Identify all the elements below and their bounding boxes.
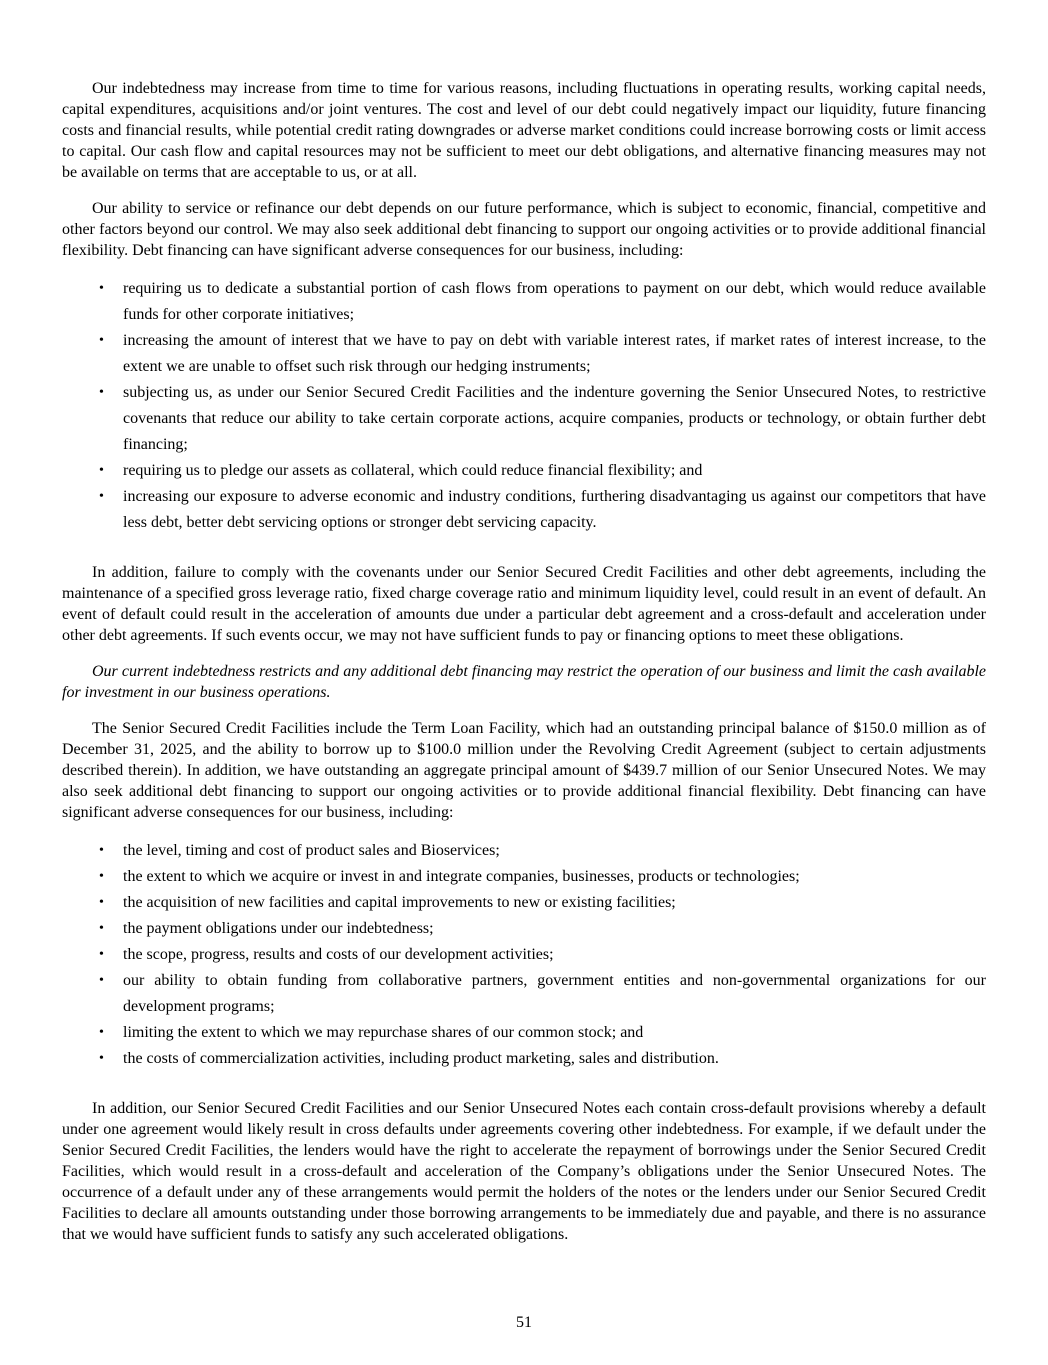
paragraph-covenant-failure: In addition, failure to comply with the covenants under our Senior Secured Credit Facilities and other debt agreements, including the maintenance of a specified gross leverage ratio, fixed charge coverage ratio and minimum liquidity level, could result in an event of default. An event of default could result in the acceleration of amounts due under a particular debt agreement and a cross-default and acceleration under other debt agreements. If such events occur, we may not have sufficient funds to pay or financing options to meet these obligations.: [62, 564, 986, 644]
bullet-item: • requiring us to pledge our assets as collateral, which could reduce financial flexibility; and: [62, 458, 986, 484]
bullet-item: • the payment obligations under our indebtedness;: [62, 916, 986, 942]
bullet-item: • subjecting us, as under our Senior Secured Credit Facilities and the indenture governing the Senior Unsecured Notes, to restrictive covenants that reduce our ability to take certain corporate actions, acquire companies, products or technology, or obtain further debt financing;: [62, 380, 986, 458]
bullet-list-financing-factors: [62, 838, 986, 1072]
bullet-item: • our ability to obtain funding from collaborative partners, government entities and non-governmental organizations for our development programs;: [62, 968, 986, 1020]
bullet-item: • the scope, progress, results and costs of our development activities;: [62, 942, 986, 968]
bullet-item: • the costs of commercialization activities, including product marketing, sales and distribution.: [62, 1046, 986, 1072]
bullet-item: • increasing the amount of interest that we have to pay on debt with variable interest rates, if market rates of interest increase, to the extent we are unable to offset such risk through our hedging instruments;: [62, 328, 986, 380]
bullet-item: • the acquisition of new facilities and capital improvements to new or existing facilities;: [62, 890, 986, 916]
paragraph-indebtedness-increase: Our indebtedness may increase from time to time for various reasons, including fluctuations in operating results, working capital needs, capital expenditures, acquisitions and/or joint ventures. The cost and level of our debt could negatively impact our liquidity, future financing costs and financial results, while potential credit rating downgrades or adverse market conditions could increase borrowing costs or limit access to capital. Our cash flow and capital resources may not be sufficient to meet our debt obligations, and alternative financing measures may not be available on terms that are acceptable to us, or at all.: [62, 80, 986, 181]
paragraph-credit-facilities: The Senior Secured Credit Facilities include the Term Loan Facility, which had an outstanding principal balance of $150.0 million as of December 31, 2025, and the ability to borrow up to $100.0 million under the Revolving Credit Agreement (subject to certain adjustments described therein). In addition, we have outstanding an aggregate principal amount of $439.7 million of our Senior Unsecured Notes. We may also seek additional debt financing to support our ongoing activities or to provide additional financial flexibility. Debt financing can have significant adverse consequences for our business, including:: [62, 720, 986, 821]
bullet-item: • limiting the extent to which we may repurchase shares of our common stock; and: [62, 1020, 986, 1046]
bullet-item: • the level, timing and cost of product sales and Bioservices;: [62, 838, 986, 864]
bullet-item: • increasing our exposure to adverse economic and industry conditions, furthering disadvantaging us against our competitors that have less debt, better debt servicing options or stronger debt servicing capacity.: [62, 484, 986, 536]
paragraph-cross-default: In addition, our Senior Secured Credit Facilities and our Senior Unsecured Notes each contain cross-default provisions whereby a default under one agreement would likely result in cross defaults under agreements covering other indebtedness. For example, if we default under the Senior Secured Credit Facilities, the lenders would have the right to accelerate the repayment of borrowings under the Senior Secured Credit Facilities, which would result in a cross-default and acceleration of the Company’s obligations under the Senior Unsecured Notes. The occurrence of a default under any of these arrangements would permit the holders of the notes or the lenders under our Senior Secured Credit Facilities to declare all amounts outstanding under those borrowing arrangements to be immediately due and payable, and there is no assurance that we would have sufficient funds to satisfy any such accelerated obligations.: [62, 1100, 986, 1243]
paragraph-risk-heading-italic: Our current indebtedness restricts and any additional debt financing may restrict the operation of our business and limit the cash available for investment in our business operations.: [62, 663, 986, 701]
paragraph-ability-to-service: Our ability to service or refinance our debt depends on our future performance, which is subject to economic, financial, competitive and other factors beyond our control. We may also seek additional debt financing to support our ongoing activities or to provide additional financial flexibility. Debt financing can have significant adverse consequences for our business, including:: [62, 200, 986, 259]
bullet-list-debt-consequences: [62, 276, 986, 536]
bullet-item: • requiring us to dedicate a substantial portion of cash flows from operations to payment on our debt, which would reduce available funds for other corporate initiatives;: [62, 276, 986, 328]
page-number: 51: [516, 1314, 532, 1331]
bullet-item: • the extent to which we acquire or invest in and integrate companies, businesses, products or technologies;: [62, 864, 986, 890]
